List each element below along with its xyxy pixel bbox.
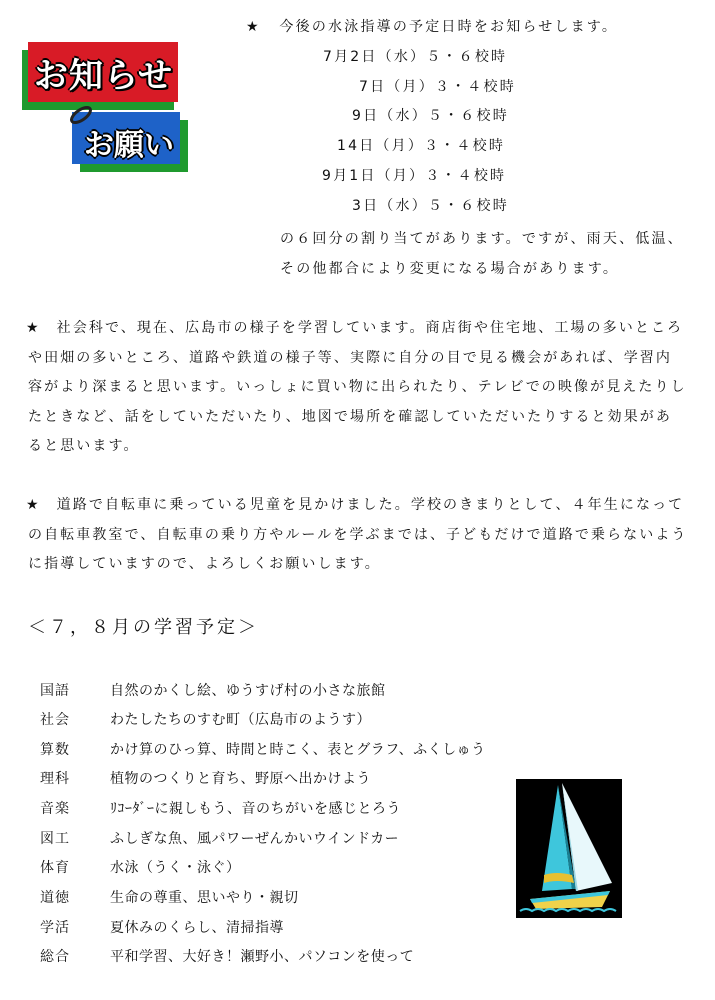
plan-subject: 総合 <box>40 949 70 965</box>
plan-content: ふしぎな魚、風パワーぜんかいウインドカー <box>110 831 400 847</box>
star-icon: ★ <box>26 497 41 513</box>
plan-row <box>40 739 486 767</box>
star-icon: ★ <box>26 320 41 336</box>
plan-content: かけ算のひっ算、時間と時こく、表とグラフ、ふくしゅう <box>110 742 486 758</box>
plan-subject: 国語 <box>40 683 70 699</box>
plan-subject: 図工 <box>40 831 70 847</box>
notice1-intro: 今後の水泳指導の予定日時をお知らせします。 <box>279 19 619 35</box>
schedule-item: 3日（水）５・６校時 <box>352 198 509 214</box>
plan-row <box>40 946 414 974</box>
plan-content: 生命の尊重、思いやり・親切 <box>110 890 299 906</box>
schedule-item: 7日（月）３・４校時 <box>359 79 516 95</box>
plan-subject: 社会 <box>40 712 70 728</box>
notice1-closing-2: その他都合により変更になる場合があります。 <box>280 261 620 277</box>
plan-row <box>40 680 386 708</box>
schedule-item: 14日（月）３・４校時 <box>337 138 506 154</box>
plan-row <box>40 768 371 796</box>
star-icon: ★ <box>246 19 261 35</box>
plan-row <box>40 798 401 826</box>
plan-subject: 算数 <box>40 742 70 758</box>
plan-content: 植物のつくりと育ち、野原へ出かけよう <box>110 771 371 787</box>
plan-content: ﾘｺｰﾀﾞｰに親しもう、音のちがいを感じとろう <box>110 801 401 817</box>
plan-content: 夏休みのくらし、清掃指導 <box>110 920 284 936</box>
plan-row <box>40 709 371 737</box>
notice3-text: 道路で自転車に乗っている児童を見かけました。学校のきまりとして、４年生になっての自転車教室で、自転車の乗り方やルールを学ぶまでは、子どもだけで道路で乗らないように指導していますので、よろしくお願いします。 <box>28 497 688 572</box>
plan-subject: 音楽 <box>40 801 70 817</box>
schedule-item: 7月2日（水）５・６校時 <box>323 49 508 65</box>
plan-subject: 学活 <box>40 920 70 936</box>
plan-row <box>40 828 399 856</box>
notice1-intro-line <box>246 17 618 37</box>
logo-text-oshirase: お知らせ <box>34 56 173 96</box>
notice3-paragraph <box>28 491 688 580</box>
paperclip-icon <box>66 104 96 126</box>
plan-row <box>40 887 299 915</box>
notice1-closing-1: の６回分の割り当てがあります。ですが、雨天、低温、 <box>280 231 684 247</box>
plan-content: わたしたちのすむ町（広島市のようす） <box>110 712 371 728</box>
plan-row <box>40 857 241 885</box>
notice2-text: 社会科で、現在、広島市の様子を学習しています。商店街や住宅地、工場の多いところや田畑の多いところ、道路や鉄道の様子等、実際に自分の目で見る機会があれば、学習内容がより深まると思います。いっしょに買い物に出られたり、テレビでの映像が見えたりしたときなど、話をしていただいたり、地図で場所を確認していただいたりすると効果があると思います。 <box>28 320 687 454</box>
sailboat-icon <box>516 779 622 918</box>
schedule-item: 9月1日（月）３・４校時 <box>322 168 507 184</box>
logo-text-onegai: お願い <box>84 128 174 163</box>
plan-heading: ＜７，８月の学習予定＞ <box>28 617 259 638</box>
notice2-paragraph <box>28 314 688 462</box>
plan-content: 平和学習、大好き！瀬野小、パソコンを使って <box>110 949 415 965</box>
plan-content: 自然のかくし絵、ゆうすげ村の小さな旅館 <box>110 683 386 699</box>
plan-subject: 体育 <box>40 860 70 876</box>
plan-subject: 道徳 <box>40 890 70 906</box>
notice-logo <box>22 40 182 175</box>
plan-subject: 理科 <box>40 771 70 787</box>
plan-row <box>40 917 284 945</box>
plan-content: 水泳（うく・泳ぐ） <box>110 860 241 876</box>
schedule-item: 9日（水）５・６校時 <box>352 108 509 124</box>
